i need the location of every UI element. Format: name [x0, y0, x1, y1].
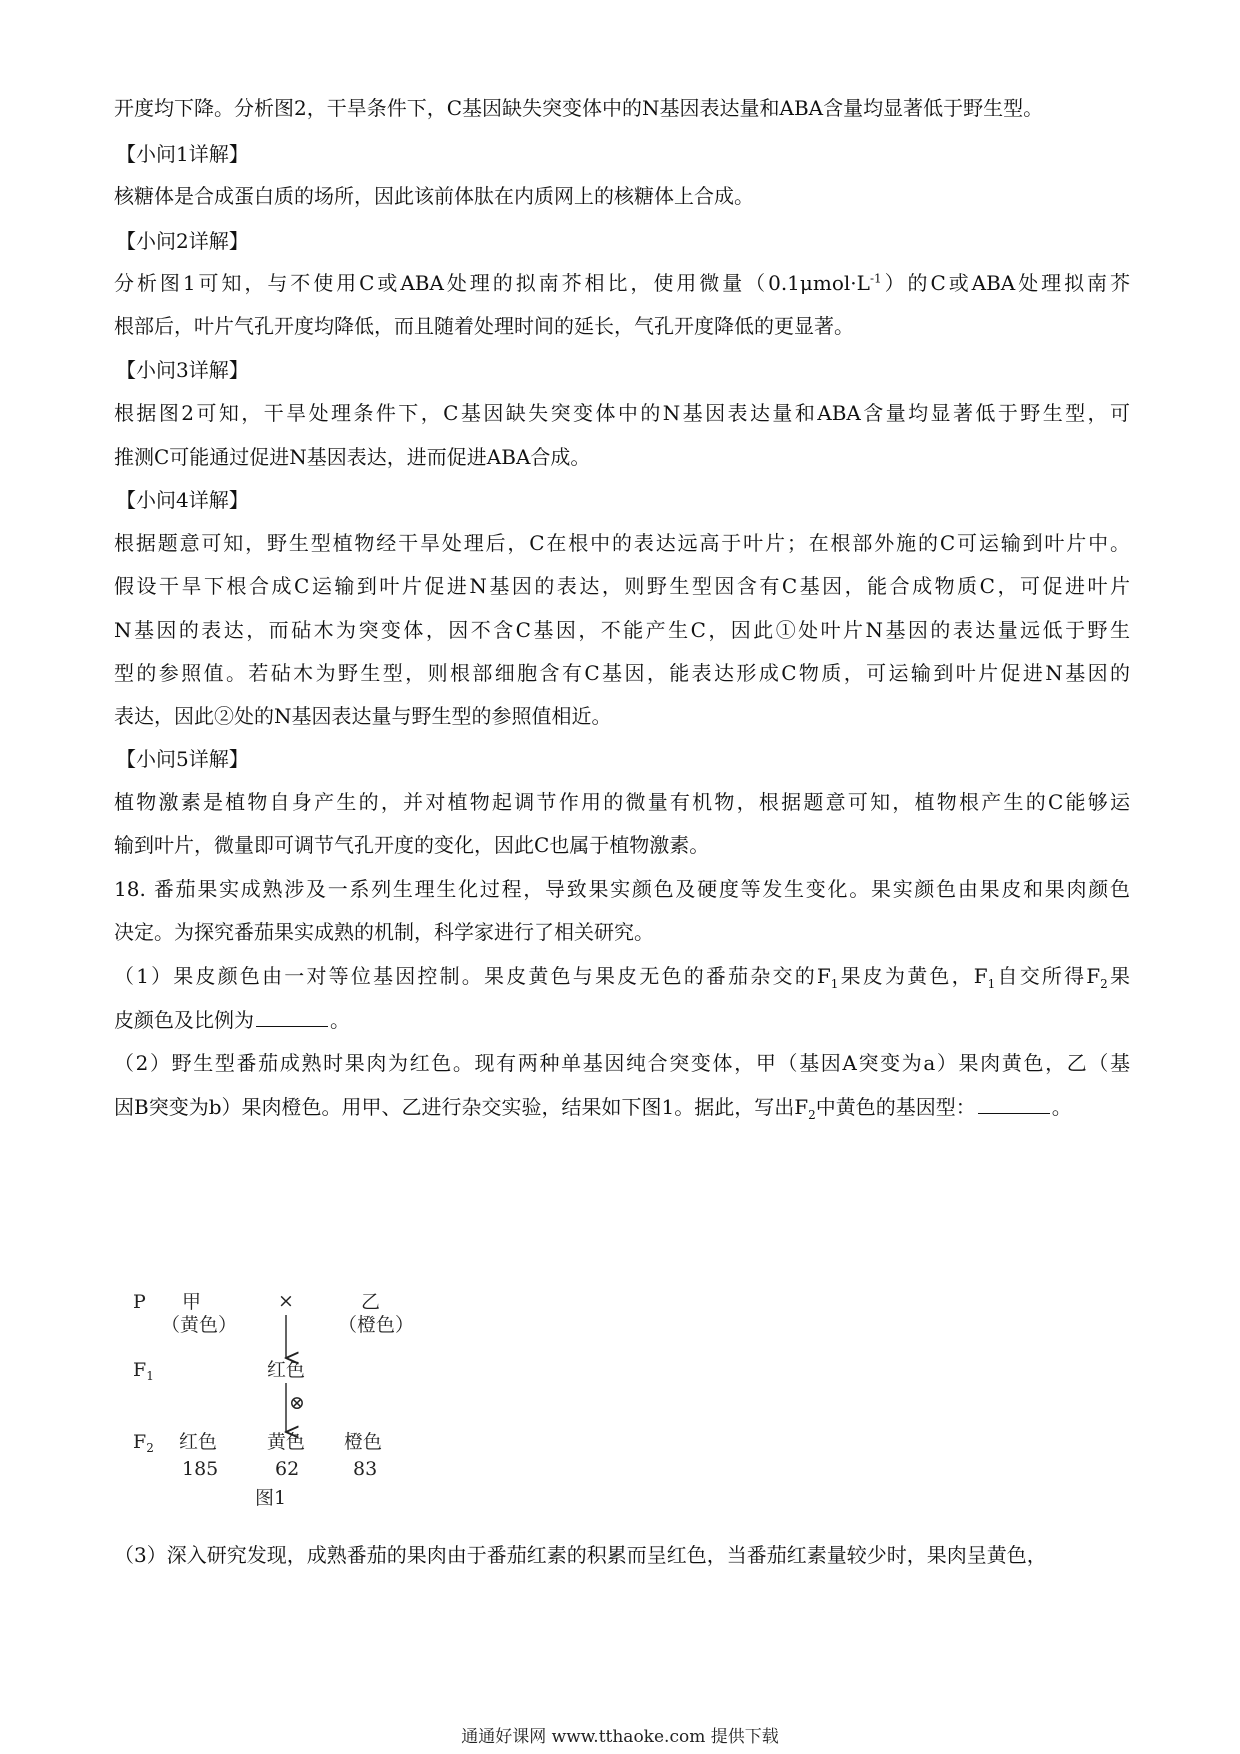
question-line: 18. 番茄果实成熟涉及一系列生理生化过程，导致果实颜色及硬度等发生变化。果实颜色由果皮和果肉颜色: [114, 877, 1130, 901]
f2-yellow-phenotype: 黄色: [267, 1431, 306, 1453]
question-text: 皮颜色及比例为: [114, 1008, 254, 1032]
paragraph-line: N基因的表达，而砧木为突变体，因不含C基因，不能产生C，因此①处叶片N基因的表达量远低于野生: [114, 618, 1130, 642]
question-text: 因B突变为b）果肉橙色。用甲、乙进行杂交实验，结果如下图1。据此，写出$F_2$中黄色的基因型：: [114, 1095, 976, 1122]
f2-orange-phenotype: 橙色: [344, 1431, 383, 1453]
paragraph-line: 开度均下降。分析图2，干旱条件下，C基因缺失突变体中的N基因表达量和ABA含量均显著低于野生型。: [114, 96, 1044, 120]
paragraph-line: 输到叶片，微量即可调节气孔开度的变化，因此C也属于植物激素。: [114, 833, 710, 857]
paragraph-line: 植物激素是植物自身产生的，并对植物起调节作用的微量有机物，根据题意可知，植物根产生的C能够运: [114, 790, 1130, 814]
question-line: 决定。为探究番茄果实成熟的机制，科学家进行了相关研究。: [114, 920, 654, 944]
f1-phenotype: 红色: [267, 1359, 306, 1381]
parent1-phenotype: （黄色）: [161, 1314, 238, 1336]
paragraph-line: 根据图2可知，干旱处理条件下，C基因缺失突变体中的N基因表达量和ABA含量均显著低于野生型，可: [114, 401, 1130, 425]
f2-red-phenotype: 红色: [179, 1431, 218, 1453]
question-text: 。: [1051, 1095, 1072, 1119]
generation-label-f1: $F_1$: [133, 1359, 154, 1383]
question-line: [114, 1094, 1072, 1120]
page-footer: 通通好课网 www.tthaoke.com 提供下载: [461, 1727, 779, 1747]
question-line: （1）果皮颜色由一对等位基因控制。果皮黄色与果皮无色的番茄杂交的$F_1$果皮为黄色，$F_1$自交所得$F_2$果: [114, 964, 1131, 991]
parent2-phenotype: （橙色）: [338, 1314, 415, 1336]
answer-blank[interactable]: [978, 1095, 1050, 1114]
generation-label-p: P: [133, 1291, 146, 1313]
f2-orange-count: 83: [353, 1458, 378, 1480]
answer-blank[interactable]: [256, 1008, 328, 1027]
paragraph-line: 根部后，叶片气孔开度均降低，而且随着处理时间的延长，气孔开度降低的更显著。: [114, 314, 854, 338]
selfing-symbol: ⊗: [289, 1392, 305, 1414]
question-line: （3）深入研究发现，成熟番茄的果肉由于番茄红素的积累而呈红色，当番茄红素量较少时，果肉呈黄色，: [114, 1543, 1047, 1567]
paragraph-line: 假设干旱下根合成C运输到叶片促进N基因的表达，则野生型因含有C基因，能合成物质C，可促进叶片: [114, 574, 1130, 598]
paragraph-line: 型的参照值。若砧木为野生型，则根部细胞含有C基因，能表达形成C物质，可运输到叶片促进N基因的: [114, 661, 1130, 685]
paragraph-line: 推测C可能通过促进N基因表达，进而促进ABA合成。: [114, 445, 591, 469]
section-heading: 【小问5详解】: [116, 747, 249, 771]
parent1-name: 甲: [182, 1291, 202, 1313]
f2-red-count: 185: [182, 1458, 219, 1480]
parent2-name: 乙: [361, 1291, 381, 1313]
question-line: [114, 1007, 350, 1033]
section-heading: 【小问3详解】: [116, 358, 249, 382]
cross-symbol: ×: [278, 1290, 294, 1312]
figure-caption: 图1: [255, 1487, 287, 1509]
question-line: （2）野生型番茄成熟时果肉为红色。现有两种单基因纯合突变体，甲（基因A突变为a）果肉黄色，乙（基: [114, 1051, 1130, 1075]
question-text: 。: [330, 1008, 350, 1032]
section-heading: 【小问4详解】: [116, 488, 249, 512]
f2-yellow-count: 62: [275, 1458, 300, 1480]
generation-label-f2: $F_2$: [133, 1431, 154, 1455]
section-heading: 【小问1详解】: [116, 142, 249, 166]
paragraph-line: 表达，因此②处的N基因表达量与野生型的参照值相近。: [114, 704, 612, 728]
paragraph-line: 根据题意可知，野生型植物经干旱处理后，C在根中的表达远高于叶片；在根部外施的C可运输到叶片中。: [114, 531, 1130, 555]
paragraph-line: 核糖体是合成蛋白质的场所，因此该前体肽在内质网上的核糖体上合成。: [114, 184, 754, 208]
paragraph-line: 分析图1可知，与不使用C或ABA处理的拟南芥相比，使用微量$(0.1\mu mol\cdot L^{-1})$的C或ABA处理拟南芥: [114, 271, 1130, 295]
section-heading: 【小问2详解】: [116, 229, 249, 253]
